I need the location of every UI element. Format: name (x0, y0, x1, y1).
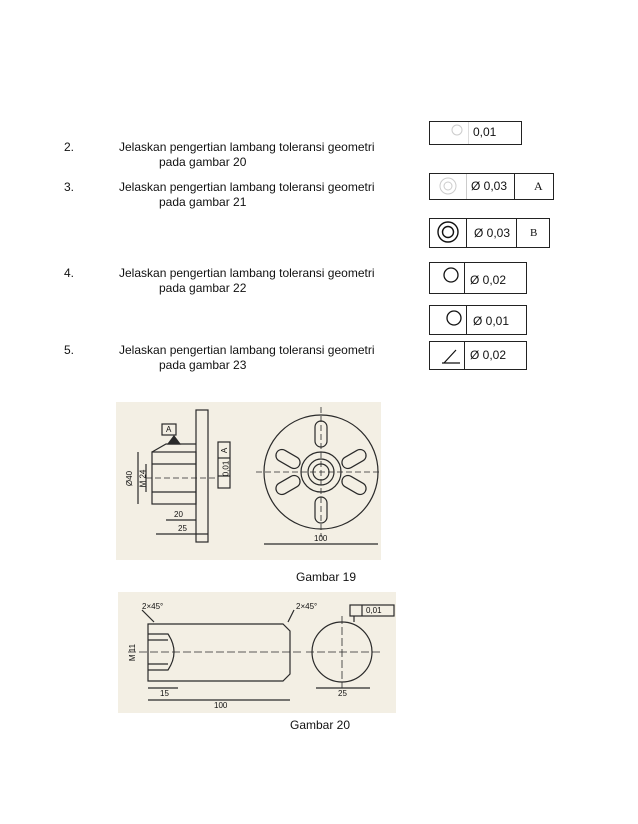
question-line-2: pada gambar 23 (159, 358, 247, 372)
tolerance-frame-1 (429, 121, 522, 145)
question-number: 4. (64, 266, 75, 280)
symbol-cell (430, 122, 469, 144)
tolerance-label: 0,01 (366, 606, 382, 615)
tolerance-frame-3 (429, 218, 550, 248)
dimension-25: 25 (178, 524, 187, 533)
dimension-15: 15 (160, 689, 169, 698)
circularity-icon (430, 263, 464, 293)
tolerance-value: Ø 0,03 (471, 179, 508, 193)
dimension-20: 20 (174, 510, 183, 519)
concentric-faint-icon (430, 174, 466, 199)
value-cell (467, 219, 517, 247)
dimension-100: 100 (214, 701, 228, 710)
question-text (119, 180, 375, 210)
question-line-1: Jelaskan pengertian lambang toleransi geometri (119, 343, 375, 357)
thread-label: M 24 (138, 469, 148, 488)
question-line-2: pada gambar 22 (159, 281, 247, 295)
symbol-cell (430, 342, 465, 369)
tolerance-value: Ø 0,02 (470, 348, 507, 362)
figure-19-drawing (116, 402, 381, 560)
tolerance-value: Ø 0,03 (474, 226, 511, 240)
question-number: 5. (64, 343, 75, 357)
angularity-icon (430, 342, 464, 369)
symbol-cell (430, 219, 467, 247)
flange-drawing (116, 402, 381, 560)
question-line-1: Jelaskan pengertian lambang toleransi geometri (119, 140, 375, 154)
question-text (119, 343, 375, 373)
circle-faint-icon (430, 122, 468, 144)
value-cell (467, 174, 515, 199)
question-line-1: Jelaskan pengertian lambang toleransi geometri (119, 180, 375, 194)
question-number: 3. (64, 180, 75, 194)
chamfer-label: 2×45° (296, 602, 318, 611)
tolerance-label: 0,01 (221, 460, 231, 477)
dimension-25: 25 (338, 689, 347, 698)
symbol-cell (430, 263, 465, 293)
figure-caption: Gambar 19 (296, 570, 357, 584)
datum-letter: A (534, 179, 543, 193)
question-line-1: Jelaskan pengertian lambang toleransi geometri (119, 266, 375, 280)
tolerance-value: Ø 0,02 (470, 273, 507, 287)
concentricity-icon (430, 219, 466, 247)
datum-label: A (166, 425, 172, 434)
chamfer-label: 2×45° (142, 602, 164, 611)
question-text (119, 140, 375, 170)
diameter-label: Ø40 (125, 470, 135, 487)
dimension-100: 100 (314, 534, 328, 543)
tolerance-frame-4 (429, 262, 527, 294)
figure-20-drawing (118, 592, 396, 713)
tolerance-frame-5 (429, 305, 527, 335)
tolerance-frame-6 (429, 341, 527, 370)
tolerance-value: 0,01 (473, 125, 497, 139)
symbol-cell (430, 174, 467, 199)
question-line-2: pada gambar 20 (159, 155, 247, 169)
circularity-icon (430, 306, 466, 334)
question-number: 2. (64, 140, 75, 154)
question-text (119, 266, 375, 296)
thread-label: M 11 (128, 643, 138, 662)
datum-letter: B (530, 227, 538, 239)
tolerance-datum-label: A (220, 447, 230, 454)
tolerance-frame-2 (429, 173, 554, 200)
question-line-2: pada gambar 21 (159, 195, 247, 209)
symbol-cell (430, 306, 467, 334)
tolerance-value: Ø 0,01 (473, 314, 510, 328)
figure-caption: Gambar 20 (290, 718, 351, 732)
